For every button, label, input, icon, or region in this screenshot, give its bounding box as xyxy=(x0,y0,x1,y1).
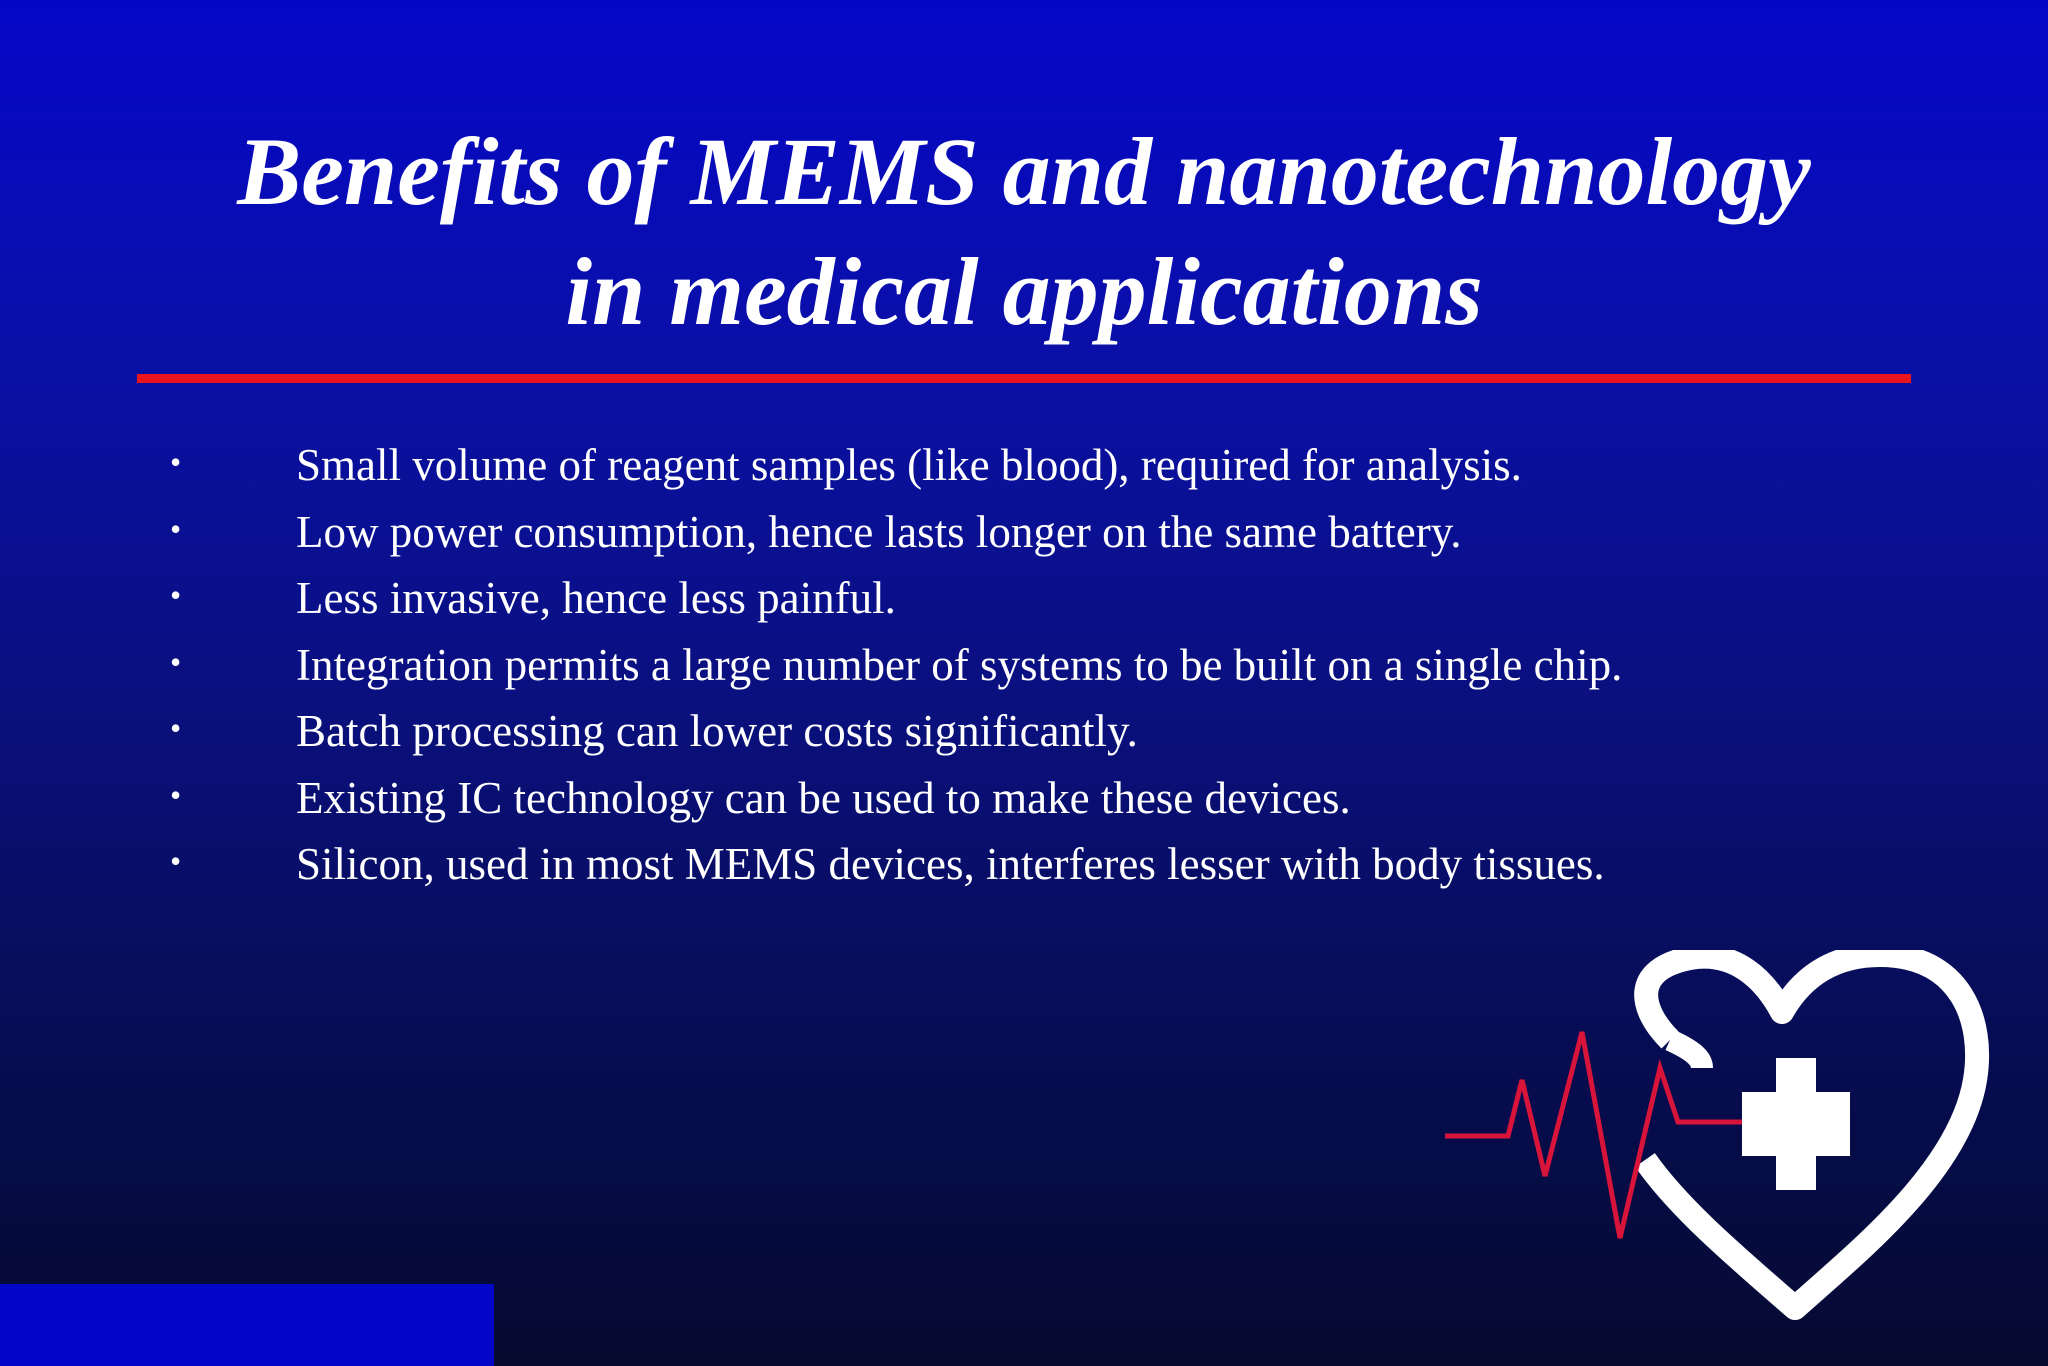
slide-title-line-1: Benefits of MEMS and nanotechnology xyxy=(237,118,1811,225)
heart-pulse-cross-icon xyxy=(1440,950,2000,1330)
bullet-marker: • xyxy=(170,710,182,746)
slide-title-line-2: in medical applications xyxy=(565,238,1483,345)
bullet-list xyxy=(170,432,2010,898)
bullet-text: Silicon, used in most MEMS devices, interferes lesser with body tissues. xyxy=(296,839,1605,889)
bullet-item xyxy=(170,632,2010,699)
bullet-item xyxy=(170,765,2010,832)
bullet-marker: • xyxy=(170,776,182,813)
bullet-marker: • xyxy=(170,843,182,879)
bullet-text: Small volume of reagent samples (like blood), required for analysis. xyxy=(296,440,1522,490)
bullet-text: Batch processing can lower costs significantly. xyxy=(296,706,1138,756)
bullet-item xyxy=(170,831,2010,898)
bullet-item xyxy=(170,432,2010,499)
bullet-item xyxy=(170,565,2010,632)
bullet-text: Integration permits a large number of systems to be built on a single chip. xyxy=(296,639,1623,690)
medical-cross-icon xyxy=(1742,1058,1850,1190)
title-divider xyxy=(137,374,1911,383)
slide-title xyxy=(0,112,2048,352)
bullet-marker: • xyxy=(170,510,182,547)
bullet-item xyxy=(170,499,2010,566)
corner-accent-box xyxy=(0,1284,494,1366)
bullet-marker: • xyxy=(170,577,182,613)
bullet-text: Low power consumption, hence lasts longer on the same battery. xyxy=(296,506,1462,557)
bullet-marker: • xyxy=(170,643,182,680)
heart-inner-curve xyxy=(1670,1040,1702,1068)
bullet-item xyxy=(170,698,2010,765)
bullet-text: Less invasive, hence less painful. xyxy=(296,573,896,623)
bullet-text: Existing IC technology can be used to make these devices. xyxy=(296,772,1351,823)
bullet-marker: • xyxy=(170,444,182,480)
